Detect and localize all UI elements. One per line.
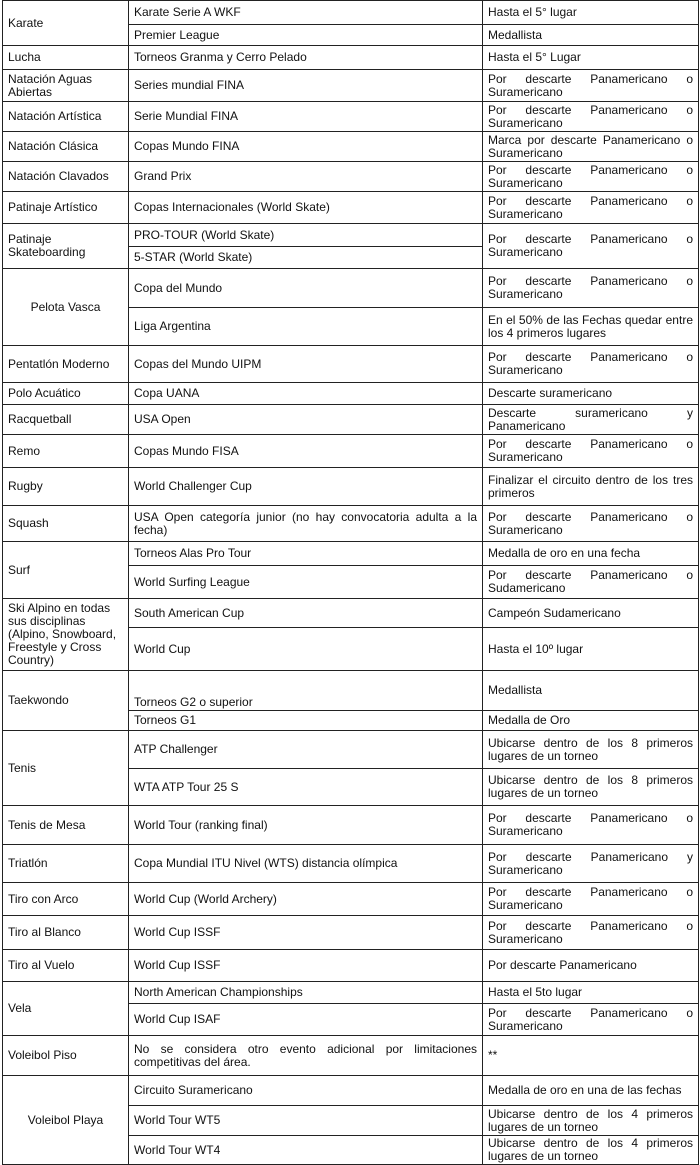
result-cell: Por descarte Panamericano o Suramericano — [483, 162, 699, 192]
result-cell: ** — [483, 1036, 699, 1076]
result-cell: Marca por descarte Panamericano o Suramericano — [483, 132, 699, 162]
event-cell: Torneos Granma y Cerro Pelado — [129, 46, 483, 70]
result-cell: Por descarte Panamericano o Sudamericano — [483, 566, 699, 599]
result-cell: Descarte suramericano y Panamericano — [483, 405, 699, 435]
sport-cell: Vela — [3, 982, 129, 1036]
event-cell: WTA ATP Tour 25 S — [129, 769, 483, 806]
event-cell: World Challenger Cup — [129, 468, 483, 506]
result-cell: En el 50% de las Fechas quedar entre los 4 primeros lugares — [483, 308, 699, 346]
result-cell: Medalla de oro en una de las fechas — [483, 1076, 699, 1106]
event-cell: 5-STAR (World Skate) — [129, 247, 483, 269]
sport-cell: Taekwondo — [3, 671, 129, 731]
result-cell: Por descarte Panamericano o Suramericano — [483, 435, 699, 468]
sports-criteria-table — [2, 0, 699, 1165]
result-cell: Por descarte Panamericano o Suramericano — [483, 70, 699, 102]
event-cell: PRO-TOUR (World Skate) — [129, 224, 483, 247]
event-cell: Torneos Alas Pro Tour — [129, 542, 483, 566]
result-cell: Medallista — [483, 25, 699, 46]
sport-cell: Voleibol Playa — [3, 1076, 129, 1165]
result-cell: Ubicarse dentro de los 8 primeros lugares de un torneo — [483, 731, 699, 769]
event-cell: Karate Serie A WKF — [129, 1, 483, 25]
sport-cell: Tiro con Arco — [3, 883, 129, 916]
result-cell: Por descarte Panamericano o Suramericano — [483, 1004, 699, 1036]
result-cell: Finalizar el circuito dentro de los tres primeros — [483, 468, 699, 506]
event-cell: USA Open — [129, 405, 483, 435]
event-cell: Grand Prix — [129, 162, 483, 192]
result-cell: Ubicarse dentro de los 4 primeros lugares de un torneo — [483, 1106, 699, 1136]
sport-cell: Polo Acuático — [3, 383, 129, 405]
result-cell: Por descarte Panamericano o Suramericano — [483, 192, 699, 224]
result-cell: Medallista — [483, 671, 699, 711]
result-cell: Hasta el 10º lugar — [483, 628, 699, 671]
result-cell: Hasta el 5to lugar — [483, 982, 699, 1004]
result-cell: Medalla de oro en una fecha — [483, 542, 699, 566]
event-cell: Circuito Suramericano — [129, 1076, 483, 1106]
event-cell: World Tour WT5 — [129, 1106, 483, 1136]
result-cell: Por descarte Panamericano o Suramericano — [483, 269, 699, 308]
sport-cell: Squash — [3, 506, 129, 542]
event-cell: Torneos G1 — [129, 711, 483, 731]
event-cell: Series mundial FINA — [129, 70, 483, 102]
event-cell: World Cup — [129, 628, 483, 671]
event-cell: South American Cup — [129, 599, 483, 628]
sport-cell: Patinaje Artístico — [3, 192, 129, 224]
result-cell: Campeón Sudamericano — [483, 599, 699, 628]
event-cell: Torneos G2 o superior — [129, 671, 483, 711]
result-cell: Por descarte Panamericano o Suramericano — [483, 916, 699, 950]
result-cell: Descarte suramericano — [483, 383, 699, 405]
sport-cell: Tenis — [3, 731, 129, 806]
sport-cell: Rugby — [3, 468, 129, 506]
result-cell: Por descarte Panamericano o Suramericano — [483, 346, 699, 383]
event-cell: Premier League — [129, 25, 483, 46]
event-cell: World Tour (ranking final) — [129, 806, 483, 845]
sport-cell: Tenis de Mesa — [3, 806, 129, 845]
sport-cell: Pelota Vasca — [3, 269, 129, 346]
sport-cell: Lucha — [3, 46, 129, 70]
result-cell: Por descarte Panamericano o Suramericano — [483, 224, 699, 269]
result-cell: Por descarte Panamericano — [483, 950, 699, 982]
sport-cell: Natación Artística — [3, 102, 129, 132]
sport-cell: Natación Clásica — [3, 132, 129, 162]
result-cell: Hasta el 5° Lugar — [483, 46, 699, 70]
sport-cell: Voleibol Piso — [3, 1036, 129, 1076]
sport-cell: Tiro al Vuelo — [3, 950, 129, 982]
sport-cell: Natación Clavados — [3, 162, 129, 192]
event-cell: World Tour WT4 — [129, 1136, 483, 1165]
sport-cell: Natación Aguas Abiertas — [3, 70, 129, 102]
result-cell: Ubicarse dentro de los 4 primeros lugares de un torneo — [483, 1136, 699, 1165]
event-cell: World Surfing League — [129, 566, 483, 599]
result-cell: Por descarte Panamericano o Suramericano — [483, 102, 699, 132]
sport-cell: Karate — [3, 1, 129, 46]
event-cell: Copa Mundial ITU Nivel (WTS) distancia olímpica — [129, 845, 483, 883]
result-cell: Por descarte Panamericano o Suramericano — [483, 806, 699, 845]
sport-cell: Patinaje Skateboarding — [3, 224, 129, 269]
sport-cell: Tiro al Blanco — [3, 916, 129, 950]
event-cell: Copa UANA — [129, 383, 483, 405]
sport-cell: Remo — [3, 435, 129, 468]
result-cell: Ubicarse dentro de los 8 primeros lugares de un torneo — [483, 769, 699, 806]
event-cell: World Cup ISSF — [129, 950, 483, 982]
event-cell: ATP Challenger — [129, 731, 483, 769]
event-cell: North American Championships — [129, 982, 483, 1004]
result-cell: Por descarte Panamericano y Suramericano — [483, 845, 699, 883]
event-cell: Copas Internacionales (World Skate) — [129, 192, 483, 224]
result-cell: Medalla de Oro — [483, 711, 699, 731]
event-cell: No se considera otro evento adicional por limitaciones competitivas del área. — [129, 1036, 483, 1076]
sport-cell: Racquetball — [3, 405, 129, 435]
event-cell: Copa del Mundo — [129, 269, 483, 308]
result-cell: Hasta el 5° lugar — [483, 1, 699, 25]
result-cell: Por descarte Panamericano o Suramericano — [483, 883, 699, 916]
event-cell: World Cup (World Archery) — [129, 883, 483, 916]
event-cell: Copas Mundo FINA — [129, 132, 483, 162]
sport-cell: Ski Alpino en todas sus disciplinas (Alpino, Snowboard, Freestyle y Cross Country) — [3, 599, 129, 671]
sport-cell: Pentatlón Moderno — [3, 346, 129, 383]
event-cell: Copas Mundo FISA — [129, 435, 483, 468]
sport-cell: Triatlón — [3, 845, 129, 883]
result-cell: Por descarte Panamericano o Suramericano — [483, 506, 699, 542]
event-cell: USA Open categoría junior (no hay convocatoria adulta a la fecha) — [129, 506, 483, 542]
event-cell: Liga Argentina — [129, 308, 483, 346]
sport-cell: Surf — [3, 542, 129, 599]
event-cell: World Cup ISAF — [129, 1004, 483, 1036]
event-cell: Copas del Mundo UIPM — [129, 346, 483, 383]
event-cell: Serie Mundial FINA — [129, 102, 483, 132]
event-cell: World Cup ISSF — [129, 916, 483, 950]
